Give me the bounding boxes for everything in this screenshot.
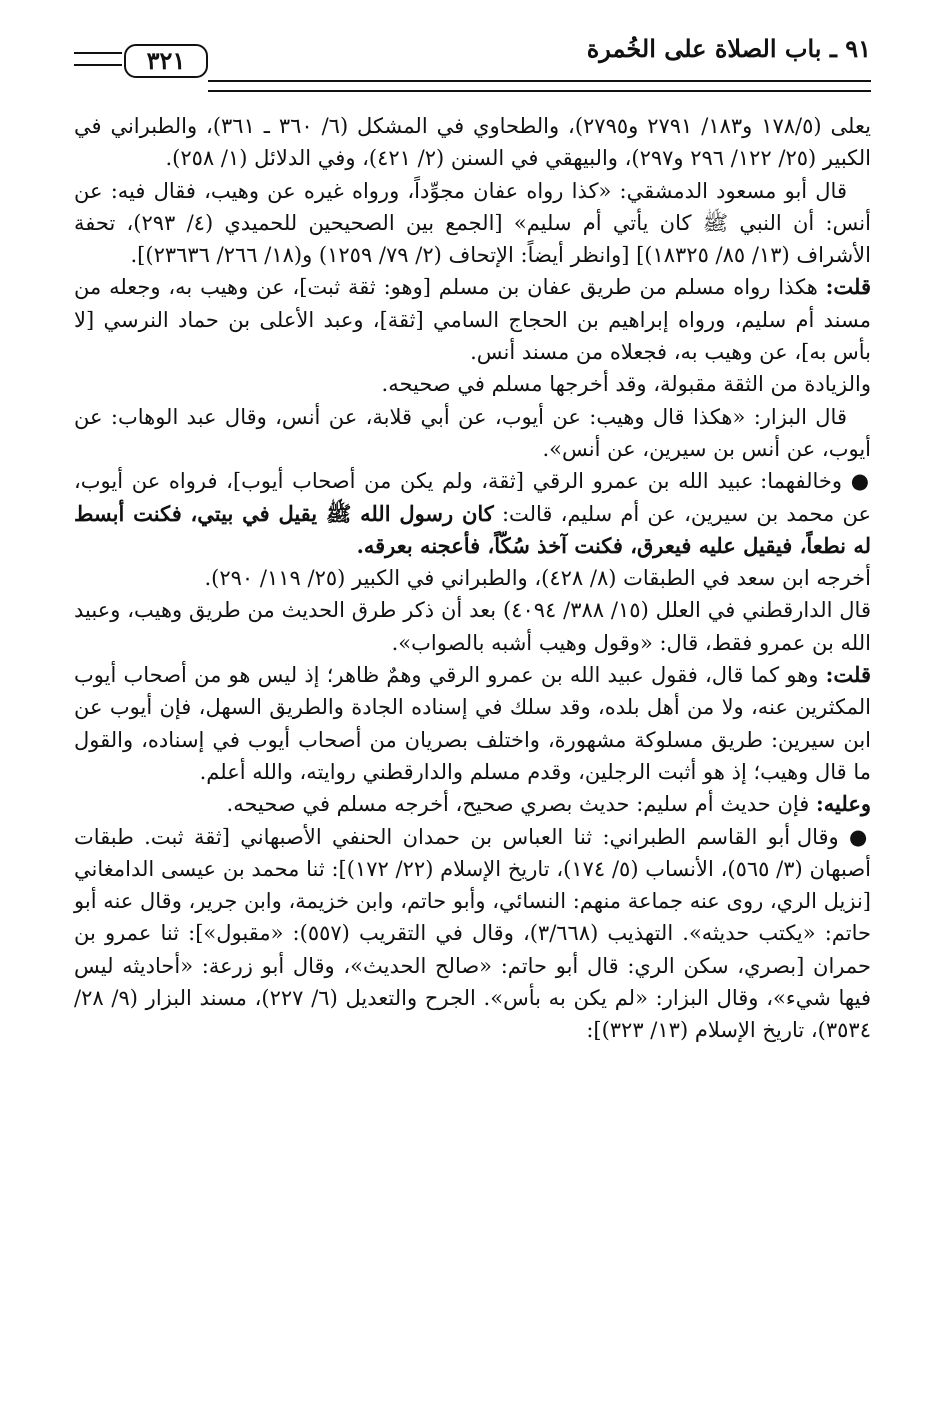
page-body xyxy=(74,110,871,1047)
page-header xyxy=(74,28,871,96)
paragraph xyxy=(74,562,871,594)
paragraph-text: والزيادة من الثقة مقبولة، وقد أخرجها مسلم في صحيحه. xyxy=(381,372,871,397)
paragraph xyxy=(74,594,871,659)
chapter-title: ٩١ ـ باب الصلاة على الخُمرة xyxy=(586,34,871,63)
paragraph-text: هكذا رواه مسلم من طريق عفان بن مسلم [وهو: ثقة ثبت]، عن وهيب به، وجعله من مسند أم سليم، ورواه إبراهيم بن الحجاج السامي [ثقة]، وعبد الأعلى بن حماد النرسي [لا بأس به]، عن وهيب به، فجعلاه من مسند أنس. xyxy=(74,275,871,365)
paragraph xyxy=(74,401,871,466)
paragraph-text: يعلى (١٧٨/٥ و١٨٣/ ٢٧٩١ و٢٧٩٥)، والطحاوي في المشكل (٦/ ٣٦٠ ـ ٣٦١)، والطبراني في الكبير (٢٥/ ١٢٢/ ٢٩٦ و٢٩٧)، والبيهقي في السنن (٢/ ٤٢١)، وفي الدلائل (١/ ٢٥٨). xyxy=(74,114,871,171)
paragraph-text: وخالفهما: عبيد الله بن عمرو الرقي [ثقة، ولم يكن من أصحاب أيوب]، فرواه عن أيوب، عن محمد بن سيرين، عن أم سليم، قالت: xyxy=(74,469,871,526)
paragraph-text: فإن حديث أم سليم: حديث بصري صحيح، أخرجه مسلم في صحيحه. xyxy=(226,792,810,817)
paragraph xyxy=(74,465,871,562)
paragraph-text: وقال أبو القاسم الطبراني: ثنا العباس بن حمدان الحنفي الأصبهاني [ثقة ثبت. طبقات أصبهان (٣/ ٥٦٥)، الأنساب (٥/ ١٧٤)، تاريخ الإسلام (٢٢/ ١٧٢)]: ثنا محمد بن عيسى الدامغاني [نزيل الري، روى عنه جماعة منهم: النسائي، وأبو حاتم، وابن خزيمة، وابن جرير، وقال عنه أبو حاتم: «يكتب حديثه». التهذيب (٣/٦٦٨)، وقال في التقريب (٥٥٧): «مقبول»]: ثنا عمرو بن حمران [بصري، سكن الري: قال أبو حاتم: «صالح الحديث»، وقال أبو زرعة: «أحاديثه ليس فيها شيء»، وقال البزار: «لم يكن به بأس». الجرح والتعديل (٦/ ٢٢٧)، مسند البزار (٩/ ٢٨/ ٣٥٣٤)، تاريخ الإسلام (١٣/ ٣٢٣)]: xyxy=(74,824,872,1043)
page-number: ٣٢١ xyxy=(124,44,208,78)
paragraph-text: وهو كما قال، فقول عبيد الله بن عمرو الرقي وهمٌ ظاهر؛ إذ ليس هو من أصحاب أيوب المكثرين عنه، ولا من أهل بلده، وقد سلك في إسناده الجادة والطريق السهل، فإن أيوب عن ابن سيرين: طريق مسلوكة مشهورة، واختلف بصريان من أصحاب أيوب في إسناده، والقول ما قال وهيب؛ إذ هو أثبت الرجلين، وقدم مسلم والدارقطني روايته، والله أعلم. xyxy=(74,663,871,784)
bullet-marker: ● xyxy=(850,468,871,494)
paragraph-label: قلت: xyxy=(825,662,871,688)
paragraph xyxy=(74,788,871,820)
paragraph xyxy=(74,175,871,272)
header-rule-left xyxy=(74,52,122,66)
paragraph-text: قال البزار: «هكذا قال وهيب: عن أيوب، عن أبي قلابة، عن أنس، وقال عبد الوهاب: عن أيوب، عن أنس بن سيرين، عن أنس». xyxy=(74,404,871,461)
paragraph xyxy=(74,368,871,400)
paragraph xyxy=(74,110,871,175)
paragraph-bold-text: كان رسول الله ﷺ يقيل في بيتي، فكنت أبسط له نطعاً، فيقيل عليه فيعرق، فكنت آخذ سُكّاً، فأعجنه بعرقه. xyxy=(74,500,871,558)
paragraph xyxy=(74,271,871,368)
bullet-marker: ● xyxy=(849,823,871,849)
header-rule-right xyxy=(208,80,871,92)
paragraph-label: قلت: xyxy=(825,274,871,300)
paragraph-text: قال الدارقطني في العلل (١٥/ ٣٨٨/ ٤٠٩٤) بعد أن ذكر طرق الحديث من طريق وهيب، وعبيد الله بن عمرو فقط، قال: «وقول وهيب أشبه بالصواب». xyxy=(74,598,871,655)
paragraph xyxy=(74,659,871,788)
paragraph xyxy=(74,821,871,1047)
paragraph-text: أخرجه ابن سعد في الطبقات (٨/ ٤٢٨)، والطبراني في الكبير (٢٥/ ١١٩/ ٢٩٠). xyxy=(204,566,871,591)
paragraph-label: وعليه: xyxy=(816,791,871,817)
paragraph-text: قال أبو مسعود الدمشقي: «كذا رواه عفان مجوِّداً، ورواه غيره عن وهيب، فقال فيه: عن أنس: أن النبي ﷺ كان يأتي أم سليم» [الجمع بين الصحيحين للحميدي (٤/ ٢٩٣)، تحفة الأشراف (١٣/ ٨٥/ ١٨٣٢٥)] [وانظر أيضاً: الإتحاف (٢/ ٧٩/ ١٢٥٩) و(١٨/ ٢٦٦/ ٢٣٦٣٦)]. xyxy=(74,178,871,268)
